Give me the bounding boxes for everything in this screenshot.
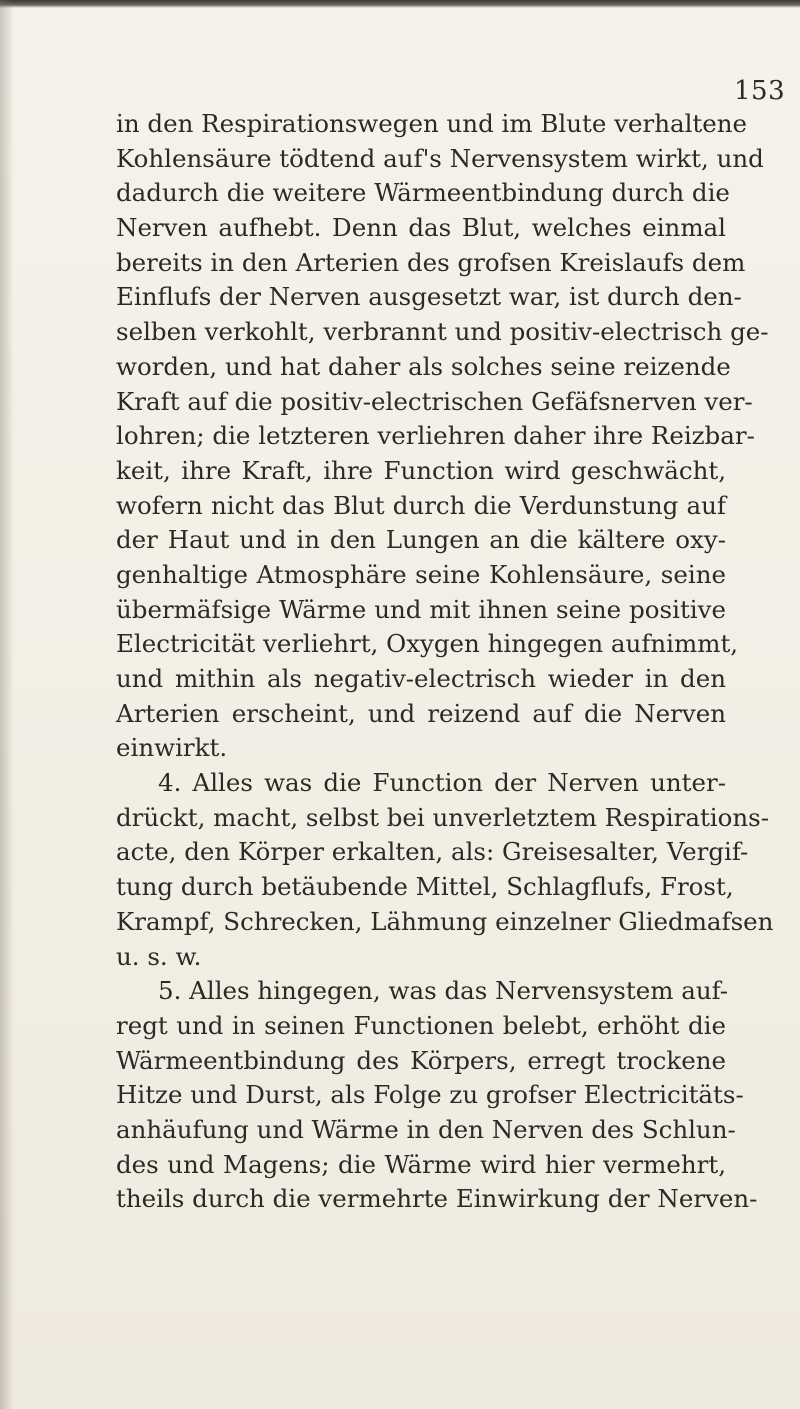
text-line: theils durch die vermehrte Einwirkung der Nerven-: [116, 1184, 758, 1214]
text-line: Wärmeentbindung des Körpers, erregt trockene: [116, 1045, 726, 1075]
text-line: Nerven aufhebt. Denn das Blut, welches einmal: [116, 213, 726, 243]
paragraph: [116, 974, 758, 1217]
scan-top-edge: [0, 0, 800, 8]
text-line: Hitze und Durst, als Folge zu grofser Electricitäts-: [116, 1080, 744, 1110]
text-line: 5. Alles hingegen, was das Nervensystem auf-: [158, 976, 729, 1006]
text-line: worden, und hat daher als solches seine reizende: [116, 351, 731, 381]
text-line: lohren; die letzteren verliehren daher ihre Reizbar-: [116, 421, 755, 451]
text-line: wofern nicht das Blut durch die Verdunstung auf: [116, 490, 726, 520]
text-line: der Haut und in den Lungen an die kältere oxy-: [116, 525, 726, 555]
text-line: in den Respirationswegen und im Blute verhaltene: [116, 109, 748, 138]
text-line: bereits in den Arterien des grofsen Kreislaufs dem: [116, 247, 746, 277]
body-text: [116, 107, 774, 1217]
paragraph: [116, 107, 769, 766]
paragraph: [116, 766, 774, 974]
text-line: Einflufs der Nerven ausgesetzt war, ist durch den-: [116, 282, 742, 312]
text-line: einwirkt.: [116, 733, 228, 763]
gutter-shadow: [0, 0, 14, 1409]
text-line: übermäfsige Wärme und mit ihnen seine positive: [116, 594, 726, 624]
text-line: genhaltige Atmosphäre seine Kohlensäure, seine: [116, 559, 726, 589]
text-line: 4. Alles was die Function der Nerven unter-: [158, 768, 726, 798]
text-line: Krampf, Schrecken, Lähmung einzelner Gliedmafsen: [116, 906, 774, 936]
text-line: dadurch die weitere Wärmeentbindung durch die: [116, 178, 730, 208]
text-line: Electricität verliehrt, Oxygen hingegen aufnimmt,: [116, 629, 739, 659]
text-line: acte, den Körper erkalten, als: Greisesalter, Vergif-: [116, 837, 749, 867]
text-line: Arterien erscheint, und reizend auf die Nerven: [116, 698, 726, 728]
text-line: und mithin als negativ-electrisch wieder in den: [116, 664, 726, 693]
text-line: drückt, macht, selbst bei unverletztem Respirations-: [116, 802, 770, 832]
text-line: regt und in seinen Functionen belebt, erhöht die: [116, 1010, 726, 1040]
text-line: Kohlensäure tödtend auf's Nervensystem wirkt, und: [116, 143, 764, 173]
text-line: selben verkohlt, verbrannt und positiv-electrisch ge-: [116, 317, 769, 347]
text-line: tung durch betäubende Mittel, Schlagflufs, Frost,: [116, 872, 734, 902]
text-line: des und Magens; die Wärme wird hier vermehrt,: [116, 1149, 726, 1179]
text-line: u. s. w.: [116, 941, 202, 971]
text-line: keit, ihre Kraft, ihre Function wird geschwächt,: [116, 455, 726, 485]
page-number: 153: [734, 76, 786, 106]
text-line: Kraft auf die positiv-electrischen Gefäfsnerven ver-: [116, 386, 753, 416]
text-line: anhäufung und Wärme in den Nerven des Schlun-: [116, 1114, 736, 1144]
